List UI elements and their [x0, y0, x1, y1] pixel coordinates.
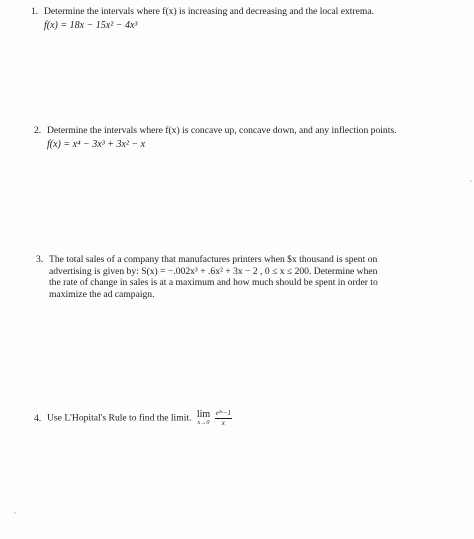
- scan-speck: [14, 512, 16, 514]
- limit-approach: x→0: [197, 419, 210, 426]
- function-formula: f(x) = x⁴ − 3x³ + 3x² − x: [47, 138, 146, 150]
- limit-fraction: [215, 409, 232, 428]
- problem-prompt: Determine the intervals where f(x) is increasing and decreasing and the local extrema.: [44, 6, 375, 17]
- function-formula: f(x) = 18x − 15x² − 4x³: [44, 19, 138, 31]
- problem-number: 4.: [34, 412, 42, 424]
- problem-prompt: Determine the intervals where f(x) is concave up, concave down, and any inflection points.: [47, 125, 397, 136]
- problem-prompt: Use L'Hopital's Rule to find the limit.: [47, 412, 192, 424]
- problem-2: [34, 125, 397, 150]
- problem-number: 1.: [31, 6, 39, 17]
- problem-number: 3.: [36, 254, 44, 265]
- problem-4: [34, 409, 232, 428]
- problem-text-line: the rate of change in sales is at a maximum and how much should be spent in order to: [49, 277, 378, 288]
- problem-text-line: The total sales of a company that manufactures printers when $x thousand is spent on: [49, 254, 378, 265]
- fraction-denominator: x: [221, 419, 225, 427]
- fraction-numerator: e²ˣ−1: [215, 409, 231, 417]
- problem-3: [36, 254, 378, 300]
- limit-expression: [197, 409, 232, 428]
- limit-operator: lim: [196, 408, 211, 420]
- problem-number: 2.: [34, 125, 42, 136]
- problem-text-line: maximize the ad campaign.: [49, 288, 155, 300]
- scan-speck: [470, 180, 472, 182]
- problem-1: [31, 6, 374, 31]
- problem-text-line: advertising is given by: S(x) = −.002x³ + .6x² + 3x − 2 , 0 ≤ x ≤ 200. Determine when: [49, 265, 378, 277]
